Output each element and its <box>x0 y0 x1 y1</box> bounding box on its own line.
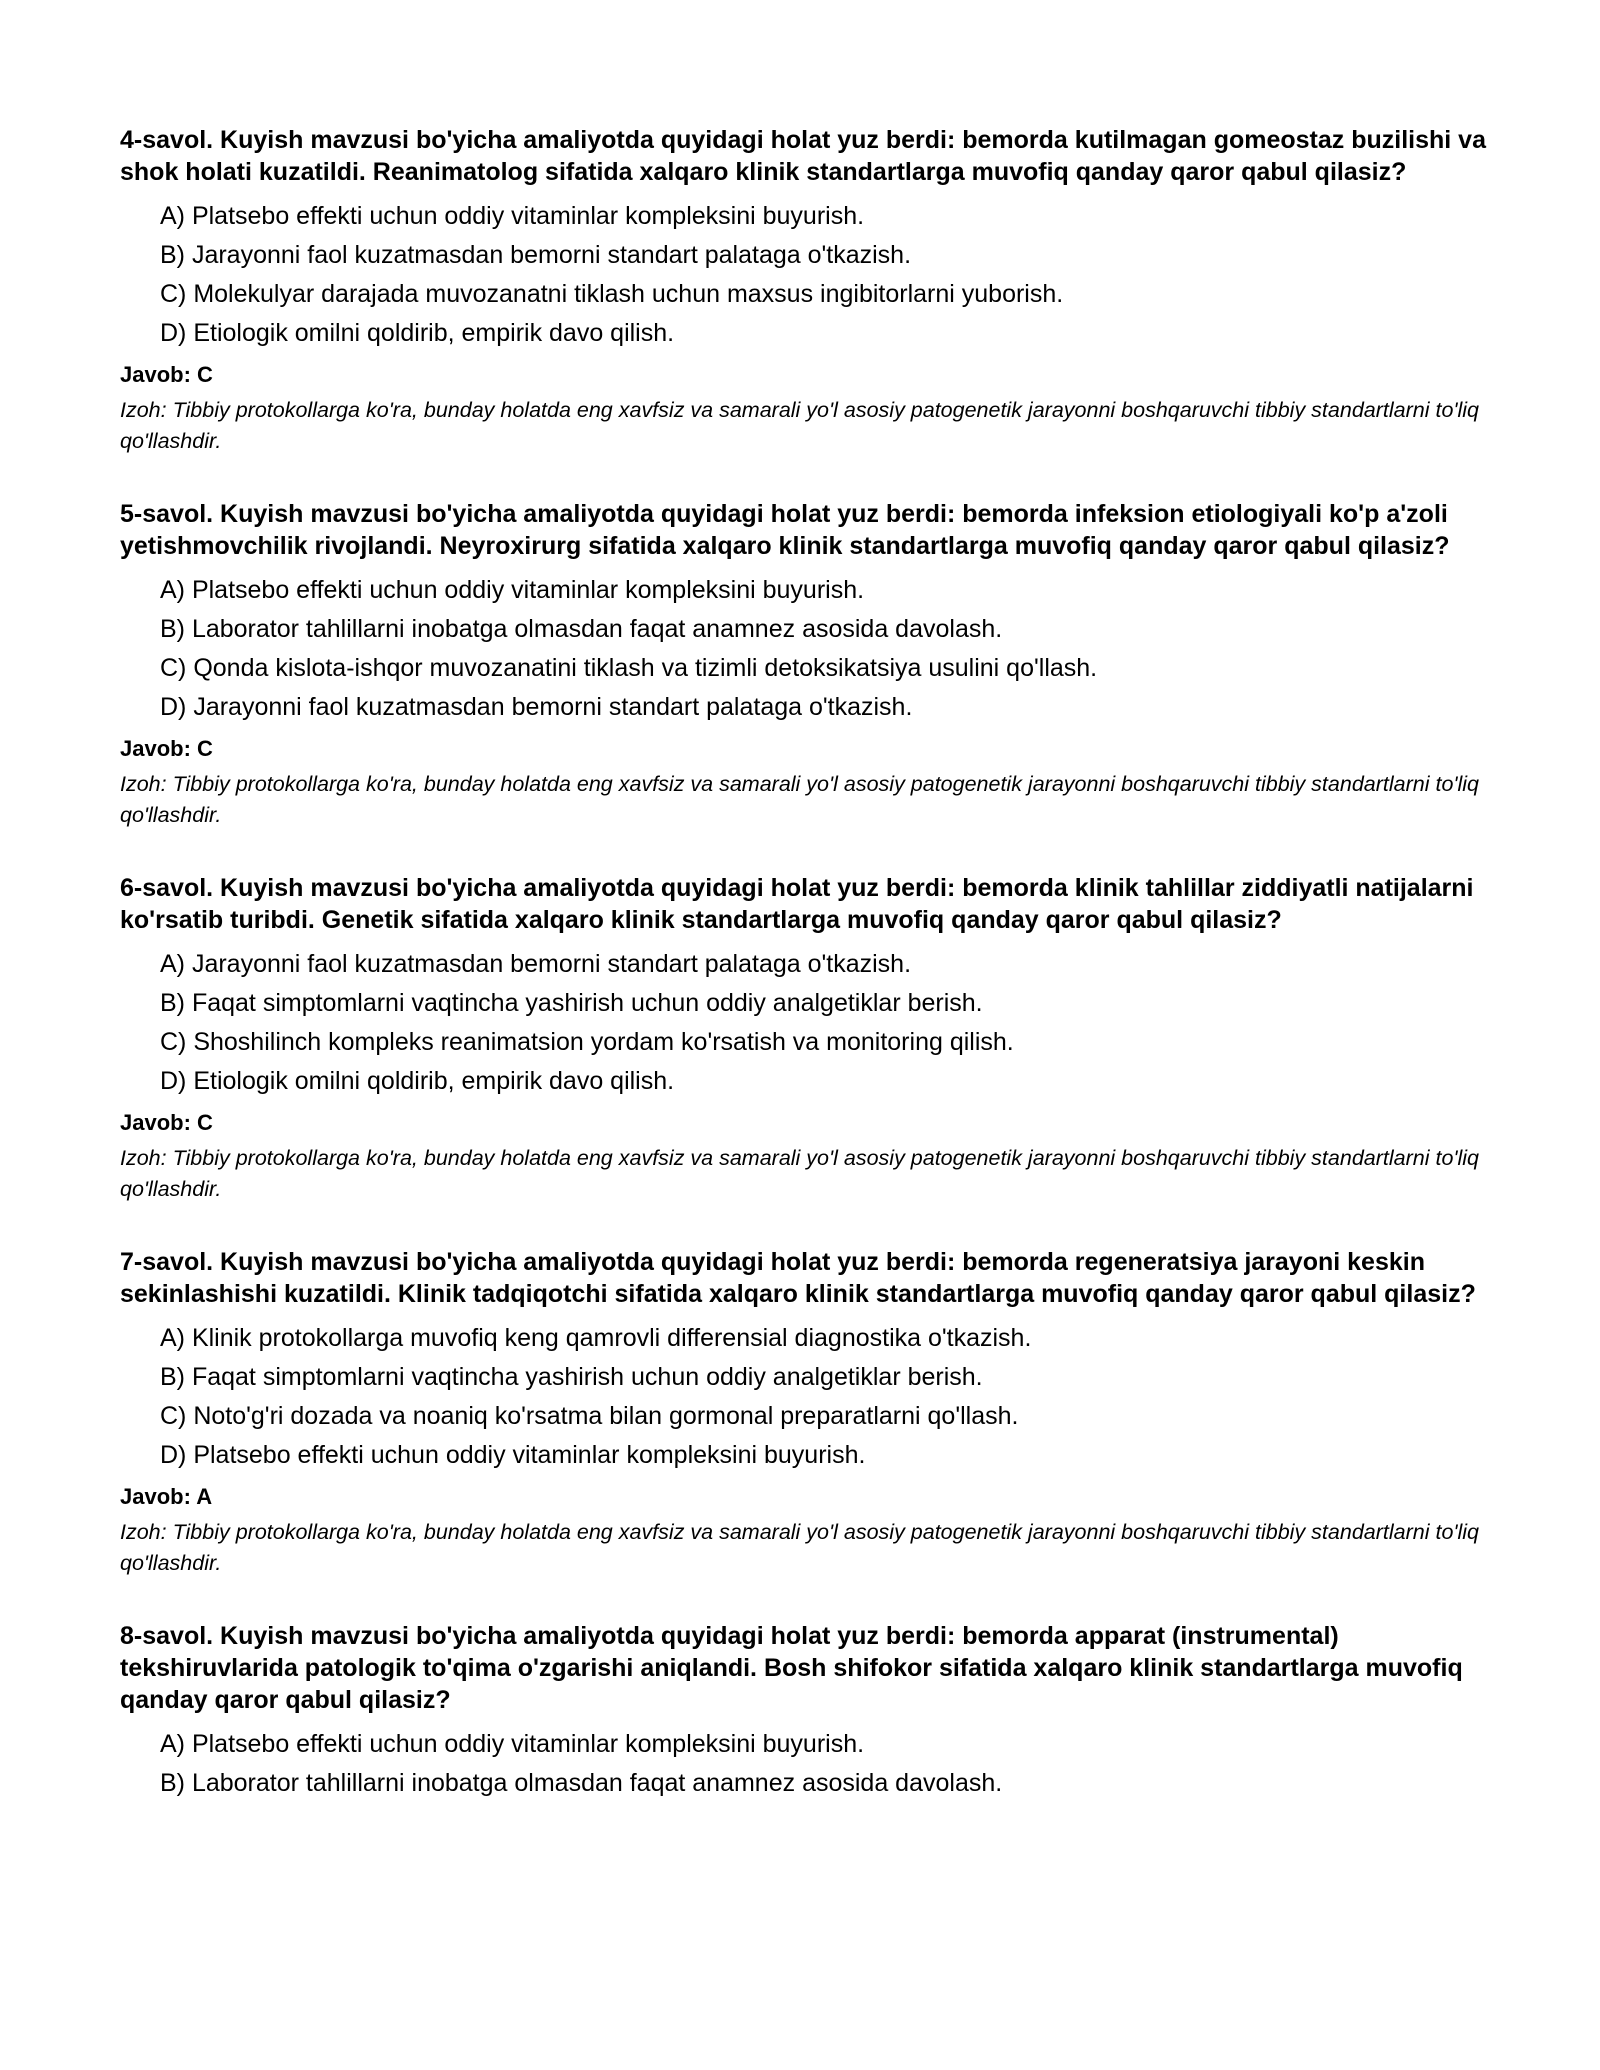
question-title: 7-savol. Kuyish mavzusi bo'yicha amaliyotda quyidagi holat yuz berdi: bemorda regeneratsiya jarayoni keskin sekinlashishi kuzatildi. Klinik tadqiqotchi sifatida xalqaro klinik standartlarga muvofiq qanday qaror qabul qilasiz? <box>120 1248 1476 1308</box>
option-a: A) Platsebo effekti uchun oddiy vitaminlar kompleksini buyurish. <box>160 1730 865 1758</box>
option-b: B) Faqat simptomlarni vaqtincha yashirish uchun oddiy analgetiklar berish. <box>160 989 983 1017</box>
answer-label: Javob: <box>120 362 198 387</box>
option-c: C) Noto'g'ri dozada va noaniq ko'rsatma bilan gormonal preparatlarni qo'llash. <box>160 1402 1019 1430</box>
question-4 <box>120 124 1500 457</box>
option-c: C) Molekulyar darajada muvozanatni tiklash uchun maxsus ingibitorlarni yuborish. <box>160 280 1064 308</box>
option-b: B) Laborator tahlillarni inobatga olmasdan faqat anamnez asosida davolash. <box>160 1769 1003 1797</box>
explanation-note: Izoh: Tibbiy protokollarga ko'ra, bunday holatda eng xavfsiz va samarali yo'l asosiy patogenetik jarayonni boshqaruvchi tibbiy standartlarni to'liq qo'llashdir. <box>120 398 1480 453</box>
explanation-note: Izoh: Tibbiy protokollarga ko'ra, bunday holatda eng xavfsiz va samarali yo'l asosiy patogenetik jarayonni boshqaruvchi tibbiy standartlarni to'liq qo'llashdir. <box>120 772 1480 827</box>
document-page <box>120 124 1500 1844</box>
question-8 <box>120 1620 1500 1803</box>
explanation-note: Izoh: Tibbiy protokollarga ko'ra, bunday holatda eng xavfsiz va samarali yo'l asosiy patogenetik jarayonni boshqaruvchi tibbiy standartlarni to'liq qo'llashdir. <box>120 1146 1480 1201</box>
answer-options <box>120 1319 1500 1475</box>
answer-line <box>120 361 1500 389</box>
question-title: 8-savol. Kuyish mavzusi bo'yicha amaliyotda quyidagi holat yuz berdi: bemorda apparat (instrumental) tekshiruvlarida patologik to'qima o'zgarishi aniqlandi. Bosh shifokor sifatida xalqaro klinik standartlarga muvofiq qanday qaror qabul qilasiz? <box>120 1622 1463 1714</box>
answer-value: C <box>197 736 213 761</box>
explanation-note: Izoh: Tibbiy protokollarga ko'ra, bunday holatda eng xavfsiz va samarali yo'l asosiy patogenetik jarayonni boshqaruvchi tibbiy standartlarni to'liq qo'llashdir. <box>120 1520 1480 1575</box>
option-a: A) Platsebo effekti uchun oddiy vitaminlar kompleksini buyurish. <box>160 576 865 604</box>
option-c: C) Qonda kislota-ishqor muvozanatini tiklash va tizimli detoksikatsiya usulini qo'llash. <box>160 654 1098 682</box>
option-b: B) Jarayonni faol kuzatmasdan bemorni standart palataga o'tkazish. <box>160 241 912 269</box>
option-a: A) Jarayonni faol kuzatmasdan bemorni standart palataga o'tkazish. <box>160 950 912 978</box>
option-b: B) Faqat simptomlarni vaqtincha yashirish uchun oddiy analgetiklar berish. <box>160 1363 983 1391</box>
option-d: D) Jarayonni faol kuzatmasdan bemorni standart palataga o'tkazish. <box>160 693 913 721</box>
answer-line <box>120 1109 1500 1137</box>
answer-label: Javob: <box>120 1110 198 1135</box>
option-b: B) Laborator tahlillarni inobatga olmasdan faqat anamnez asosida davolash. <box>160 615 1003 643</box>
answer-value: C <box>197 362 213 387</box>
answer-value: C <box>197 1110 213 1135</box>
answer-options <box>120 1725 1500 1803</box>
question-6 <box>120 872 1500 1205</box>
answer-options <box>120 945 1500 1101</box>
option-d: D) Platsebo effekti uchun oddiy vitaminlar kompleksini buyurish. <box>160 1441 866 1469</box>
option-a: A) Platsebo effekti uchun oddiy vitaminlar kompleksini buyurish. <box>160 202 865 230</box>
option-a: A) Klinik protokollarga muvofiq keng qamrovli differensial diagnostika o'tkazish. <box>160 1324 1032 1352</box>
option-d: D) Etiologik omilni qoldirib, empirik davo qilish. <box>160 319 675 347</box>
answer-line <box>120 735 1500 763</box>
answer-label: Javob: <box>120 736 198 761</box>
option-c: C) Shoshilinch kompleks reanimatsion yordam ko'rsatish va monitoring qilish. <box>160 1028 1014 1056</box>
question-title: 5-savol. Kuyish mavzusi bo'yicha amaliyotda quyidagi holat yuz berdi: bemorda infeksion etiologiyali ko'p a'zoli yetishmovchilik rivojlandi. Neyroxirurg sifatida xalqaro klinik standartlarga muvofiq qanday qaror qabul qilasiz? <box>120 500 1450 560</box>
question-title: 6-savol. Kuyish mavzusi bo'yicha amaliyotda quyidagi holat yuz berdi: bemorda klinik tahlillar ziddiyatli natijalarni ko'rsatib turibdi. Genetik sifatida xalqaro klinik standartlarga muvofiq qanday qaror qabul qilasiz? <box>120 874 1474 934</box>
question-title: 4-savol. Kuyish mavzusi bo'yicha amaliyotda quyidagi holat yuz berdi: bemorda kutilmagan gomeostaz buzilishi va shok holati kuzatildi. Reanimatolog sifatida xalqaro klinik standartlarga muvofiq qanday qaror qabul qilasiz? <box>120 126 1486 186</box>
question-5 <box>120 498 1500 831</box>
question-7 <box>120 1246 1500 1579</box>
answer-line <box>120 1483 1500 1511</box>
option-d: D) Etiologik omilni qoldirib, empirik davo qilish. <box>160 1067 675 1095</box>
answer-value: A <box>196 1484 213 1509</box>
answer-options <box>120 571 1500 727</box>
answer-options <box>120 197 1500 353</box>
answer-label: Javob: <box>120 1484 197 1509</box>
